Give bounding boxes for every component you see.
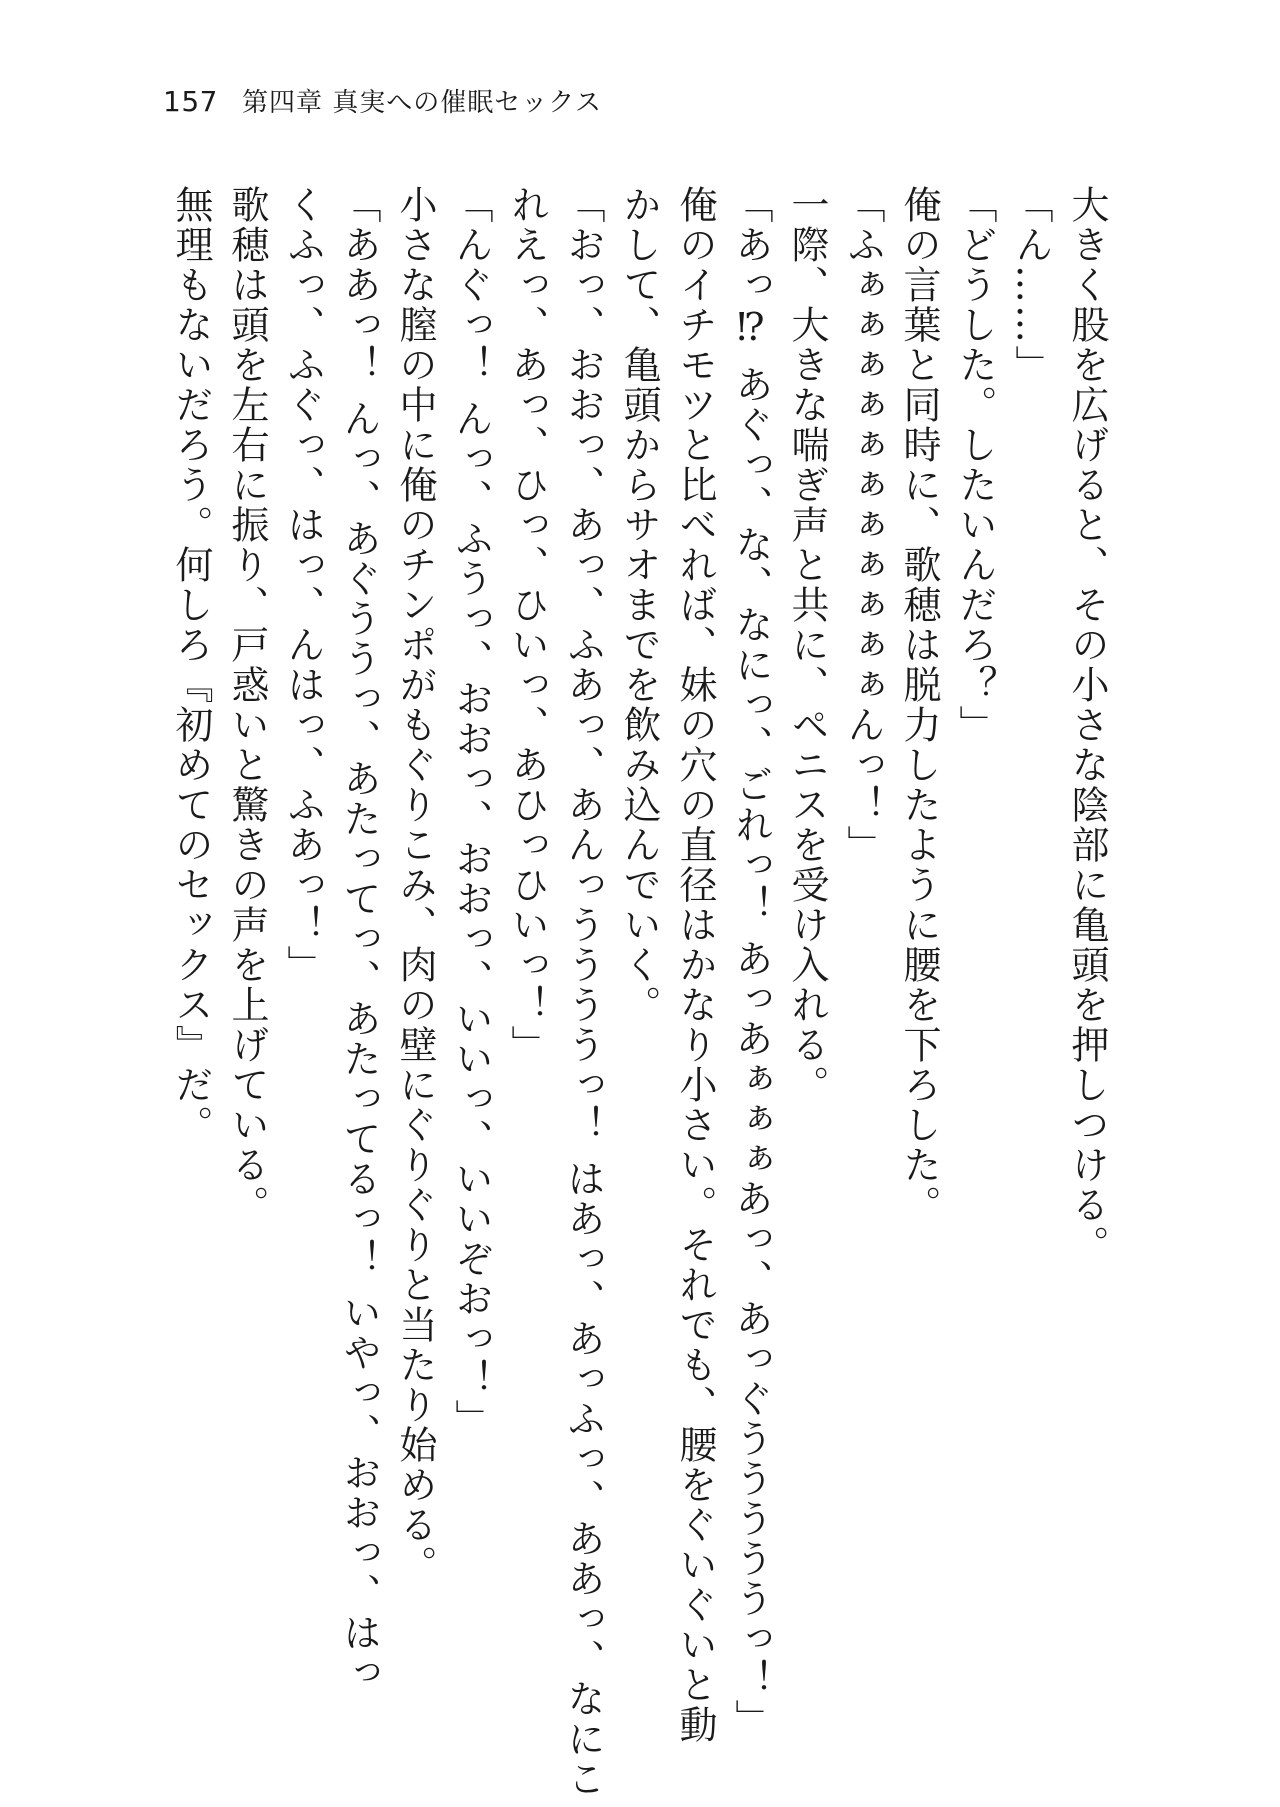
text-line: 「んぐっ！ んっ、ふうっ、おおっ、おおっ、いいっ、いいぞおっ！」 — [449, 185, 493, 1440]
chapter-title: 第四章 真実への催眠セックス — [241, 88, 602, 118]
text-line: れえっ、あっ、ひっ、ひいっ、あひっひいっ！」 — [505, 185, 549, 1065]
text-line: 「あっ⁉ あぐっ、な、なにっ、ごれっ！ あっあぁぁぁあっ、あっぐうううううっ！」 — [729, 185, 773, 1740]
text-line: 俺の言葉と同時に、歌穂は脱力したように腰を下ろした。 — [897, 185, 941, 1225]
text-line: 「ん……」 — [1009, 185, 1053, 385]
text-line: 「おっ、おおっ、あっ、ふあっ、あんっううううっ！ はあっ、あっふっ、ああっ、なにこ — [561, 185, 605, 1800]
text-line: 無理もないだろう。何しろ『初めてのセックス』だ。 — [169, 185, 213, 1145]
text-line: 一際、大きな喘ぎ声と共に、ペニスを受け入れる。 — [785, 185, 829, 1105]
text-line: 大きく股を広げると、その小さな陰部に亀頭を押しつける。 — [1065, 185, 1109, 1265]
text-line: かして、亀頭からサオまでを飲み込んでいく。 — [617, 185, 661, 1025]
text-line: 「どうした。したいんだろ？」 — [953, 185, 997, 745]
text-line: 俺のイチモツと比べれば、妹の穴の直径はかなり小さい。それでも、腰をぐいぐいと動 — [673, 185, 717, 1745]
text-line: 「ああっ！ んっ、あぐううっ、あたってっ、あたってるっ！ いやっ、おおっ、はっ — [337, 185, 381, 1694]
text-line: 「ふぁぁぁぁぁぁぁぁぁぁぁんっ！」 — [841, 185, 885, 865]
running-head — [163, 82, 602, 118]
page-number: 157 — [163, 85, 218, 118]
text-line: 歌穂は頭を左右に振り、戸惑いと驚きの声を上げている。 — [225, 185, 269, 1225]
text-line: くふっ、ふぐっ、はっ、んはっ、ふあっ！」 — [281, 185, 325, 985]
body-text — [165, 185, 1115, 1800]
text-line: 小さな膣の中に俺のチンポがもぐりこみ、肉の壁にぐりぐりと当たり始める。 — [393, 185, 437, 1585]
